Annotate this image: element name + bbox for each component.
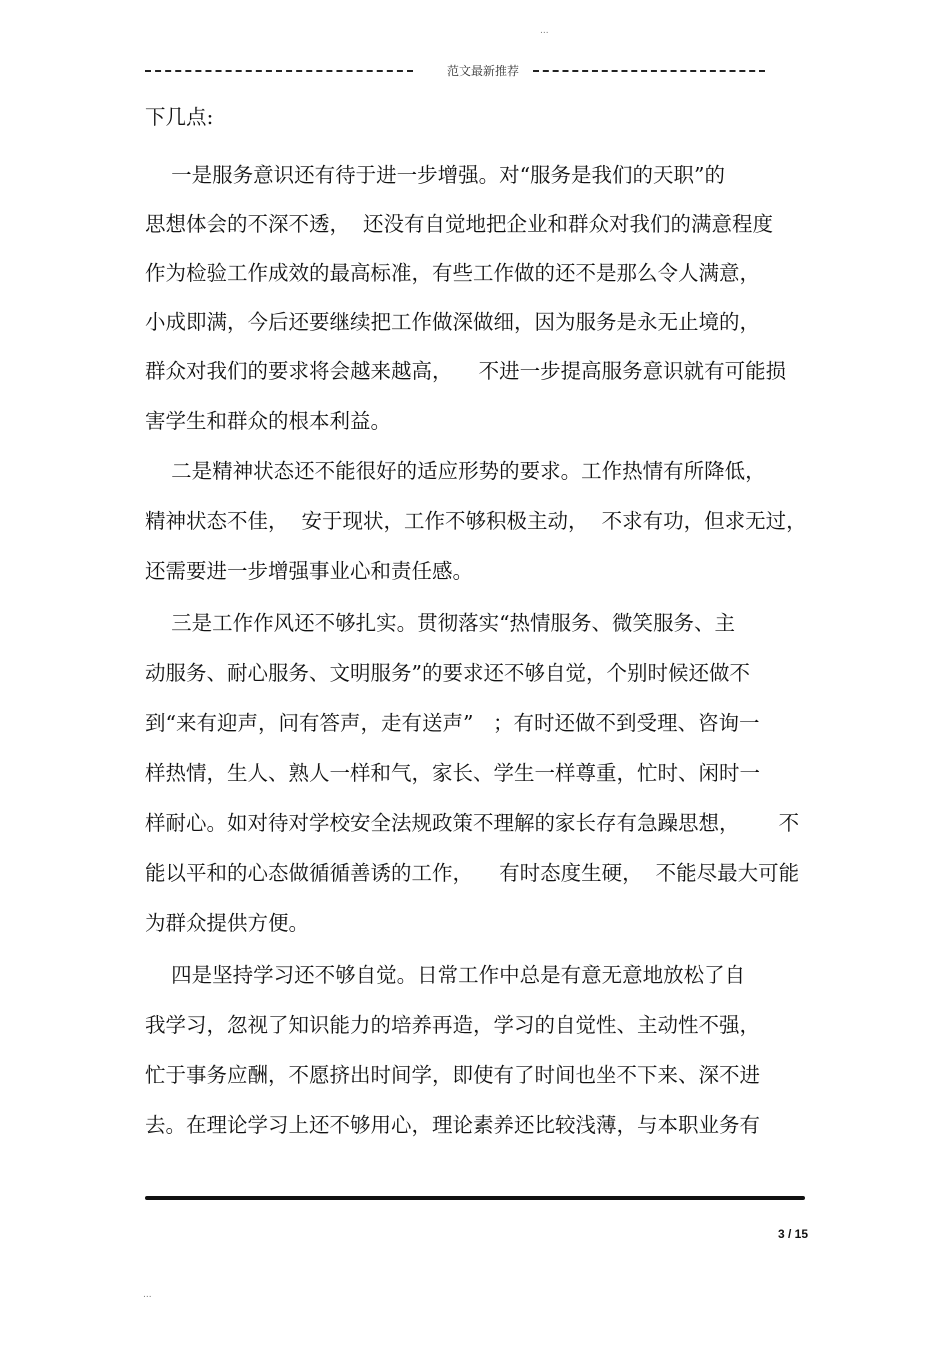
text-line: 二是精神状态还不能很好的适应形势的要求。工作热情有所降低，: [145, 459, 766, 483]
page-number: 3 / 15: [777, 1227, 808, 1241]
text-line: 能以平和的心态做循循善诱的工作， 有时态度生硬， 不能尽最大可能: [145, 861, 800, 885]
text-line: 精神状态不佳， 安于现状，工作不够积极主动， 不求有功，但求无过，: [145, 509, 807, 533]
text-line: 到“来有迎声，问有答声，走有送声” ；有时还做不到受理、咨询一: [145, 711, 760, 735]
text-line: 群众对我们的要求将会越来越高， 不进一步提高服务意识就有可能损: [145, 359, 787, 383]
text-line: 去。在理论学习上还不够用心，理论素养还比较浅薄，与本职业务有: [145, 1113, 760, 1137]
header-dash-left: [145, 70, 413, 72]
text-line: 四是坚持学习还不够自觉。日常工作中总是有意无意地放松了自: [145, 963, 746, 987]
header-dash-right: [533, 70, 765, 72]
text-line: 害学生和群众的根本利益。: [145, 409, 391, 433]
page-header: [145, 60, 765, 82]
text-line: 小成即满，今后还要继续把工作做深做细，因为服务是永无止境的，: [145, 310, 760, 334]
top-mark: ...: [540, 26, 549, 36]
header-title: 范文最新推荐: [447, 64, 520, 78]
text-line: 下几点:: [145, 105, 214, 129]
text-line: 样耐心。如对待对学校安全法规政策不理解的家长存有急躁思想， 不: [145, 811, 800, 835]
text-line: 作为检验工作成效的最高标准，有些工作做的还不是那么令人满意，: [145, 261, 760, 285]
text-line: 为群众提供方便。: [145, 911, 309, 935]
footer-rule: [145, 1196, 805, 1200]
text-line: 一是服务意识还有待于进一步增强。对“服务是我们的天职”的: [145, 163, 726, 187]
bottom-mark: ...: [143, 1290, 152, 1300]
text-line: 思想体会的不深不透， 还没有自觉地把企业和群众对我们的满意程度: [145, 212, 774, 236]
text-line: 忙于事务应酬，不愿挤出时间学，即使有了时间也坐不下来、深不进: [145, 1063, 760, 1087]
text-line: 我学习，忽视了知识能力的培养再造，学习的自觉性、主动性不强，: [145, 1013, 760, 1037]
text-line: 三是工作作风还不够扎实。贯彻落实“热情服务、微笑服务、主: [145, 611, 736, 635]
text-line: 动服务、耐心服务、文明服务”的要求还不够自觉，个别时候还做不: [145, 661, 750, 685]
text-line: 样热情，生人、熟人一样和气，家长、学生一样尊重，忙时、闲时一: [145, 761, 760, 785]
text-line: 还需要进一步增强事业心和责任感。: [145, 559, 473, 583]
